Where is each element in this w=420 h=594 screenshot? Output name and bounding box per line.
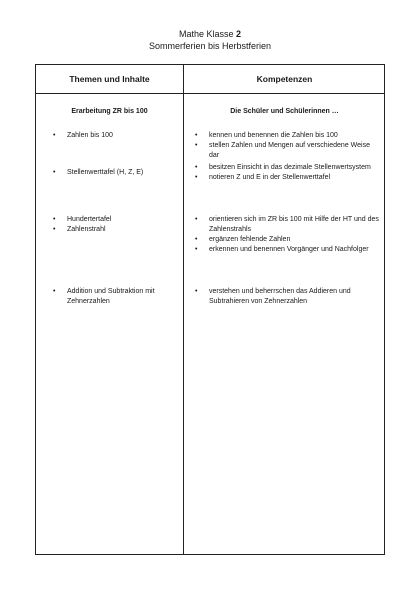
column-header-competencies: Kompetenzen	[256, 74, 313, 84]
theme-item: • Hundertertafel	[51, 215, 179, 225]
theme-list-group-4	[51, 287, 179, 307]
theme-list-group-3	[51, 215, 179, 235]
competency-item: • ergänzen fehlende Zahlen	[193, 235, 381, 245]
competency-item: • kennen und benennen die Zahlen bis 100	[193, 131, 381, 141]
competency-item: • orientieren sich im ZR bis 100 mit Hilfe der HT und des Zahlenstrahls	[193, 215, 381, 235]
theme-item: • Addition und Subtraktion mit Zehnerzahlen	[51, 287, 179, 307]
title-number: 2	[236, 29, 242, 39]
table-header-row	[36, 65, 384, 94]
column-header-themes: Themen und Inhalte	[69, 74, 150, 84]
column-divider	[183, 65, 184, 554]
competency-item: • besitzen Einsicht in das dezimale Stellenwertsystem	[193, 163, 381, 173]
competency-item: • erkennen und benennen Vorgänger und Nachfolger	[193, 245, 381, 255]
theme-item: • Stellenwerttafel (H, Z, E)	[51, 168, 179, 178]
theme-list-group-1	[51, 131, 179, 141]
competency-item: • stellen Zahlen und Mengen auf verschiedene Weise dar	[193, 141, 381, 161]
page-title	[0, 28, 420, 40]
page-header	[0, 28, 420, 52]
curriculum-table	[35, 64, 385, 555]
competency-item: • notieren Z und E in der Stellenwerttafel	[193, 173, 381, 183]
competency-list-group-4	[193, 287, 381, 307]
competency-list-group-3	[193, 215, 381, 255]
theme-item: • Zahlenstrahl	[51, 225, 179, 235]
theme-list-group-2	[51, 168, 179, 178]
section-heading-competencies: Die Schüler und Schülerinnen …	[230, 108, 339, 115]
page-subtitle: Sommerferien bis Herbstferien	[148, 41, 272, 51]
title-prefix: Mathe Klasse	[178, 29, 236, 39]
theme-item: • Zahlen bis 100	[51, 131, 179, 141]
competency-item: • verstehen und beherrschen das Addieren und Subtrahieren von Zehnerzahlen	[193, 287, 381, 307]
competency-list-group-2	[193, 163, 381, 183]
competency-list-group-1	[193, 131, 381, 161]
section-heading-themes: Erarbeitung ZR bis 100	[71, 108, 148, 115]
